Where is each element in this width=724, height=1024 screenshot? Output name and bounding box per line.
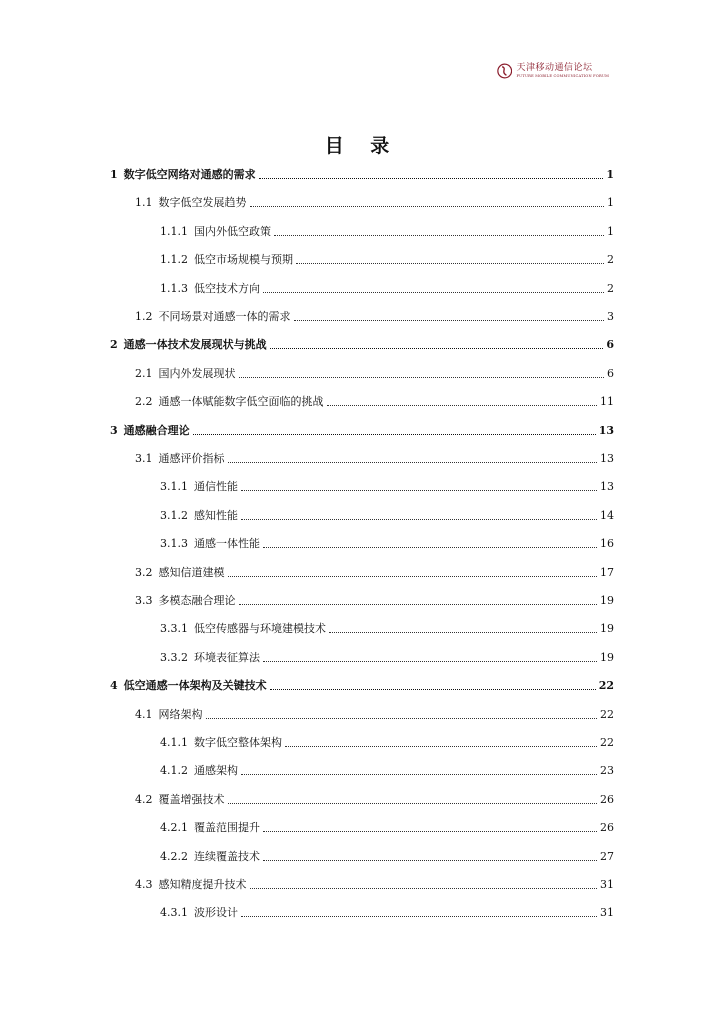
toc-entry-4-1-1[interactable] [160,734,614,750]
toc-entry-page-number: 14 [600,508,614,522]
toc-entry-3-1-1[interactable] [160,478,614,494]
toc-dot-leader [228,576,598,577]
toc-dot-leader [274,235,604,236]
toc-entry-number: 2 [110,338,118,352]
toc-entry-page-number: 22 [600,736,614,749]
toc-entry-number: 3.1.3 [160,537,188,551]
toc-entry-page-number: 13 [600,480,614,494]
toc-entry-page-number: 31 [600,906,614,920]
toc-entry-2-1[interactable] [135,365,614,381]
toc-entry-number: 4.1 [135,707,153,721]
toc-entry-page-number: 13 [598,423,614,437]
toc-entry-page-number: 2 [607,253,614,267]
toc-dot-leader [239,377,605,378]
toc-entry-page-number: 22 [598,679,614,693]
toc-dot-leader [206,718,598,719]
toc-dot-leader [294,320,605,321]
toc-entry-3-1-3[interactable] [160,535,614,551]
toc-dot-leader [296,263,604,264]
toc-dot-leader [263,547,597,548]
toc-entry-page-number: 23 [600,764,614,778]
toc-entry-page-number: 6 [606,338,614,352]
logo-chinese-text: 天津移动通信论坛 [516,62,593,73]
toc-entry-title: 低空技术方向 [194,281,260,295]
toc-entry-number: 1.1.1 [160,224,188,238]
toc-entry-number: 3.1.1 [160,480,188,494]
toc-entry-number: 4.1.1 [160,736,188,749]
toc-entry-title: 通感一体技术发展现状与挑战 [123,338,267,352]
toc-dot-leader [327,405,598,406]
toc-entry-page-number: 13 [600,452,614,465]
toc-entry-number: 1.1 [135,196,153,210]
toc-entry-title: 通感评价指标 [158,452,225,465]
toc-entry-page-number: 19 [600,622,614,636]
toc-entry-number: 3.3 [135,594,153,607]
toc-entry-title: 国内外低空政策 [194,224,271,238]
toc-entry-number: 4.3 [135,878,153,891]
toc-dot-leader [193,434,596,435]
toc-entry-number: 3.3.1 [160,622,188,636]
toc-entry-title: 波形设计 [194,906,238,920]
toc-entry-3[interactable] [110,422,614,438]
toc-entry-title: 多模态融合理论 [158,594,236,607]
toc-entry-number: 4.2.2 [160,849,188,863]
toc-entry-number: 3.3.2 [160,650,188,664]
toc-entry-page-number: 26 [600,821,614,835]
toc-entry-title: 通感融合理论 [123,423,190,437]
toc-entry-page-number: 2 [607,281,614,295]
toc-dot-leader [241,519,597,520]
toc-entry-number: 3 [110,423,118,437]
toc-entry-title: 通感一体赋能数字低空面临的挑战 [158,395,324,409]
toc-dot-leader [270,348,604,349]
toc-entry-title: 国内外发展现状 [158,366,236,380]
toc-entry-page-number: 1 [607,196,614,210]
toc-entry-1-1[interactable] [135,194,614,210]
toc-dot-leader [329,632,597,633]
toc-dot-leader [263,860,597,861]
toc-entry-page-number: 6 [607,366,614,380]
toc-entry-3-3[interactable] [135,592,614,608]
toc-entry-page-number: 1 [606,168,614,181]
toc-entry-2[interactable] [110,336,614,352]
toc-entry-title: 感知精度提升技术 [158,878,247,891]
toc-entry-3-3-2[interactable] [160,649,614,665]
toc-dot-leader [241,916,597,917]
toc-entry-page-number: 3 [607,310,614,323]
toc-entry-3-1[interactable] [135,450,614,466]
toc-entry-title: 感知性能 [194,508,238,522]
toc-entry-page-number: 22 [600,707,614,721]
toc-entry-title: 感知信道建模 [158,565,225,579]
toc-entry-title: 覆盖增强技术 [158,792,225,806]
toc-entry-4-1[interactable] [135,706,614,722]
toc-entry-title: 不同场景对通感一体的需求 [158,310,291,323]
toc-entry-1-2[interactable] [135,308,614,324]
toc-dot-leader [263,661,597,662]
toc-entry-title: 通感架构 [194,764,238,778]
toc-entry-title: 数字低空整体架构 [194,736,282,749]
toc-entry-page-number: 19 [600,650,614,664]
toc-entry-2-2[interactable] [135,393,614,409]
toc-entry-page-number: 19 [600,594,614,607]
forum-logo [497,59,609,83]
toc-entry-page-number: 31 [600,878,614,891]
logo-emblem-icon [497,62,512,80]
toc-entry-title: 低空通感一体架构及关键技术 [123,679,267,693]
toc-entry-page-number: 11 [600,395,614,409]
toc-entry-number: 1.2 [135,310,153,323]
toc-entry-title: 连续覆盖技术 [194,849,260,863]
toc-dot-leader [285,746,597,747]
toc-entry-1-1-3[interactable] [160,280,614,296]
toc-entry-number: 2.2 [135,395,153,409]
toc-dot-leader [241,774,597,775]
toc-dot-leader [263,831,597,832]
toc-entry-number: 1.1.3 [160,281,188,295]
toc-entry-title: 低空市场规模与预期 [194,253,293,267]
toc-entry-title: 数字低空网络对通感的需求 [123,168,256,181]
toc-dot-leader [228,462,598,463]
toc-entry-page-number: 27 [600,849,614,863]
toc-entry-page-number: 1 [607,224,614,238]
toc-entry-number: 1.1.2 [160,253,188,267]
toc-entry-number: 3.1.2 [160,508,188,522]
toc-dot-leader [259,178,604,179]
toc-entry-4-3-1[interactable] [160,904,614,920]
toc-entry-title: 覆盖范围提升 [194,821,260,835]
toc-entry-title: 低空传感器与环境建模技术 [194,622,326,636]
toc-entry-4[interactable] [110,677,614,693]
toc-entry-title: 通感一体性能 [194,537,260,551]
toc-entry-title: 通信性能 [194,480,238,494]
toc-entry-title: 环境表征算法 [194,650,260,664]
toc-entry-page-number: 26 [600,792,614,806]
toc-entry-number: 4.3.1 [160,906,188,920]
toc-entry-number: 4 [110,679,118,693]
toc-dot-leader [228,803,598,804]
toc-entry-4-1-2[interactable] [160,762,614,778]
toc-entry-number: 4.2.1 [160,821,188,835]
toc-entry-1-1-2[interactable] [160,251,614,267]
toc-entry-number: 3.2 [135,565,153,579]
toc-entry-4-2-1[interactable] [160,819,614,835]
toc-dot-leader [250,206,605,207]
toc-entry-3-1-2[interactable] [160,507,614,523]
logo-english-text: FUTURE MOBILE COMMUNICATION FORUM [516,73,609,78]
toc-dot-leader [270,689,596,690]
toc-entry-4-2[interactable] [135,791,614,807]
toc-entry-3-2[interactable] [135,564,614,580]
toc-dot-leader [263,292,604,293]
toc-entry-page-number: 16 [600,537,614,551]
toc-entry-4-2-2[interactable] [160,848,614,864]
toc-entry-1-1-1[interactable] [160,223,614,239]
toc-entry-page-number: 17 [600,565,614,579]
toc-entry-title: 数字低空发展趋势 [158,196,247,210]
toc-dot-leader [250,888,598,889]
toc-entry-1[interactable] [110,166,614,182]
toc-entry-number: 4.2 [135,792,153,806]
page-title: 目 录 [324,135,400,157]
toc-dot-leader [241,490,597,491]
toc-dot-leader [239,604,598,605]
toc-entry-number: 2.1 [135,366,153,380]
toc-entry-4-3[interactable] [135,876,614,892]
toc-entry-3-3-1[interactable] [160,620,614,636]
toc-entry-number: 1 [110,168,118,181]
toc-entry-number: 4.1.2 [160,764,188,778]
toc-entry-title: 网络架构 [158,707,203,721]
toc-entry-number: 3.1 [135,452,153,465]
